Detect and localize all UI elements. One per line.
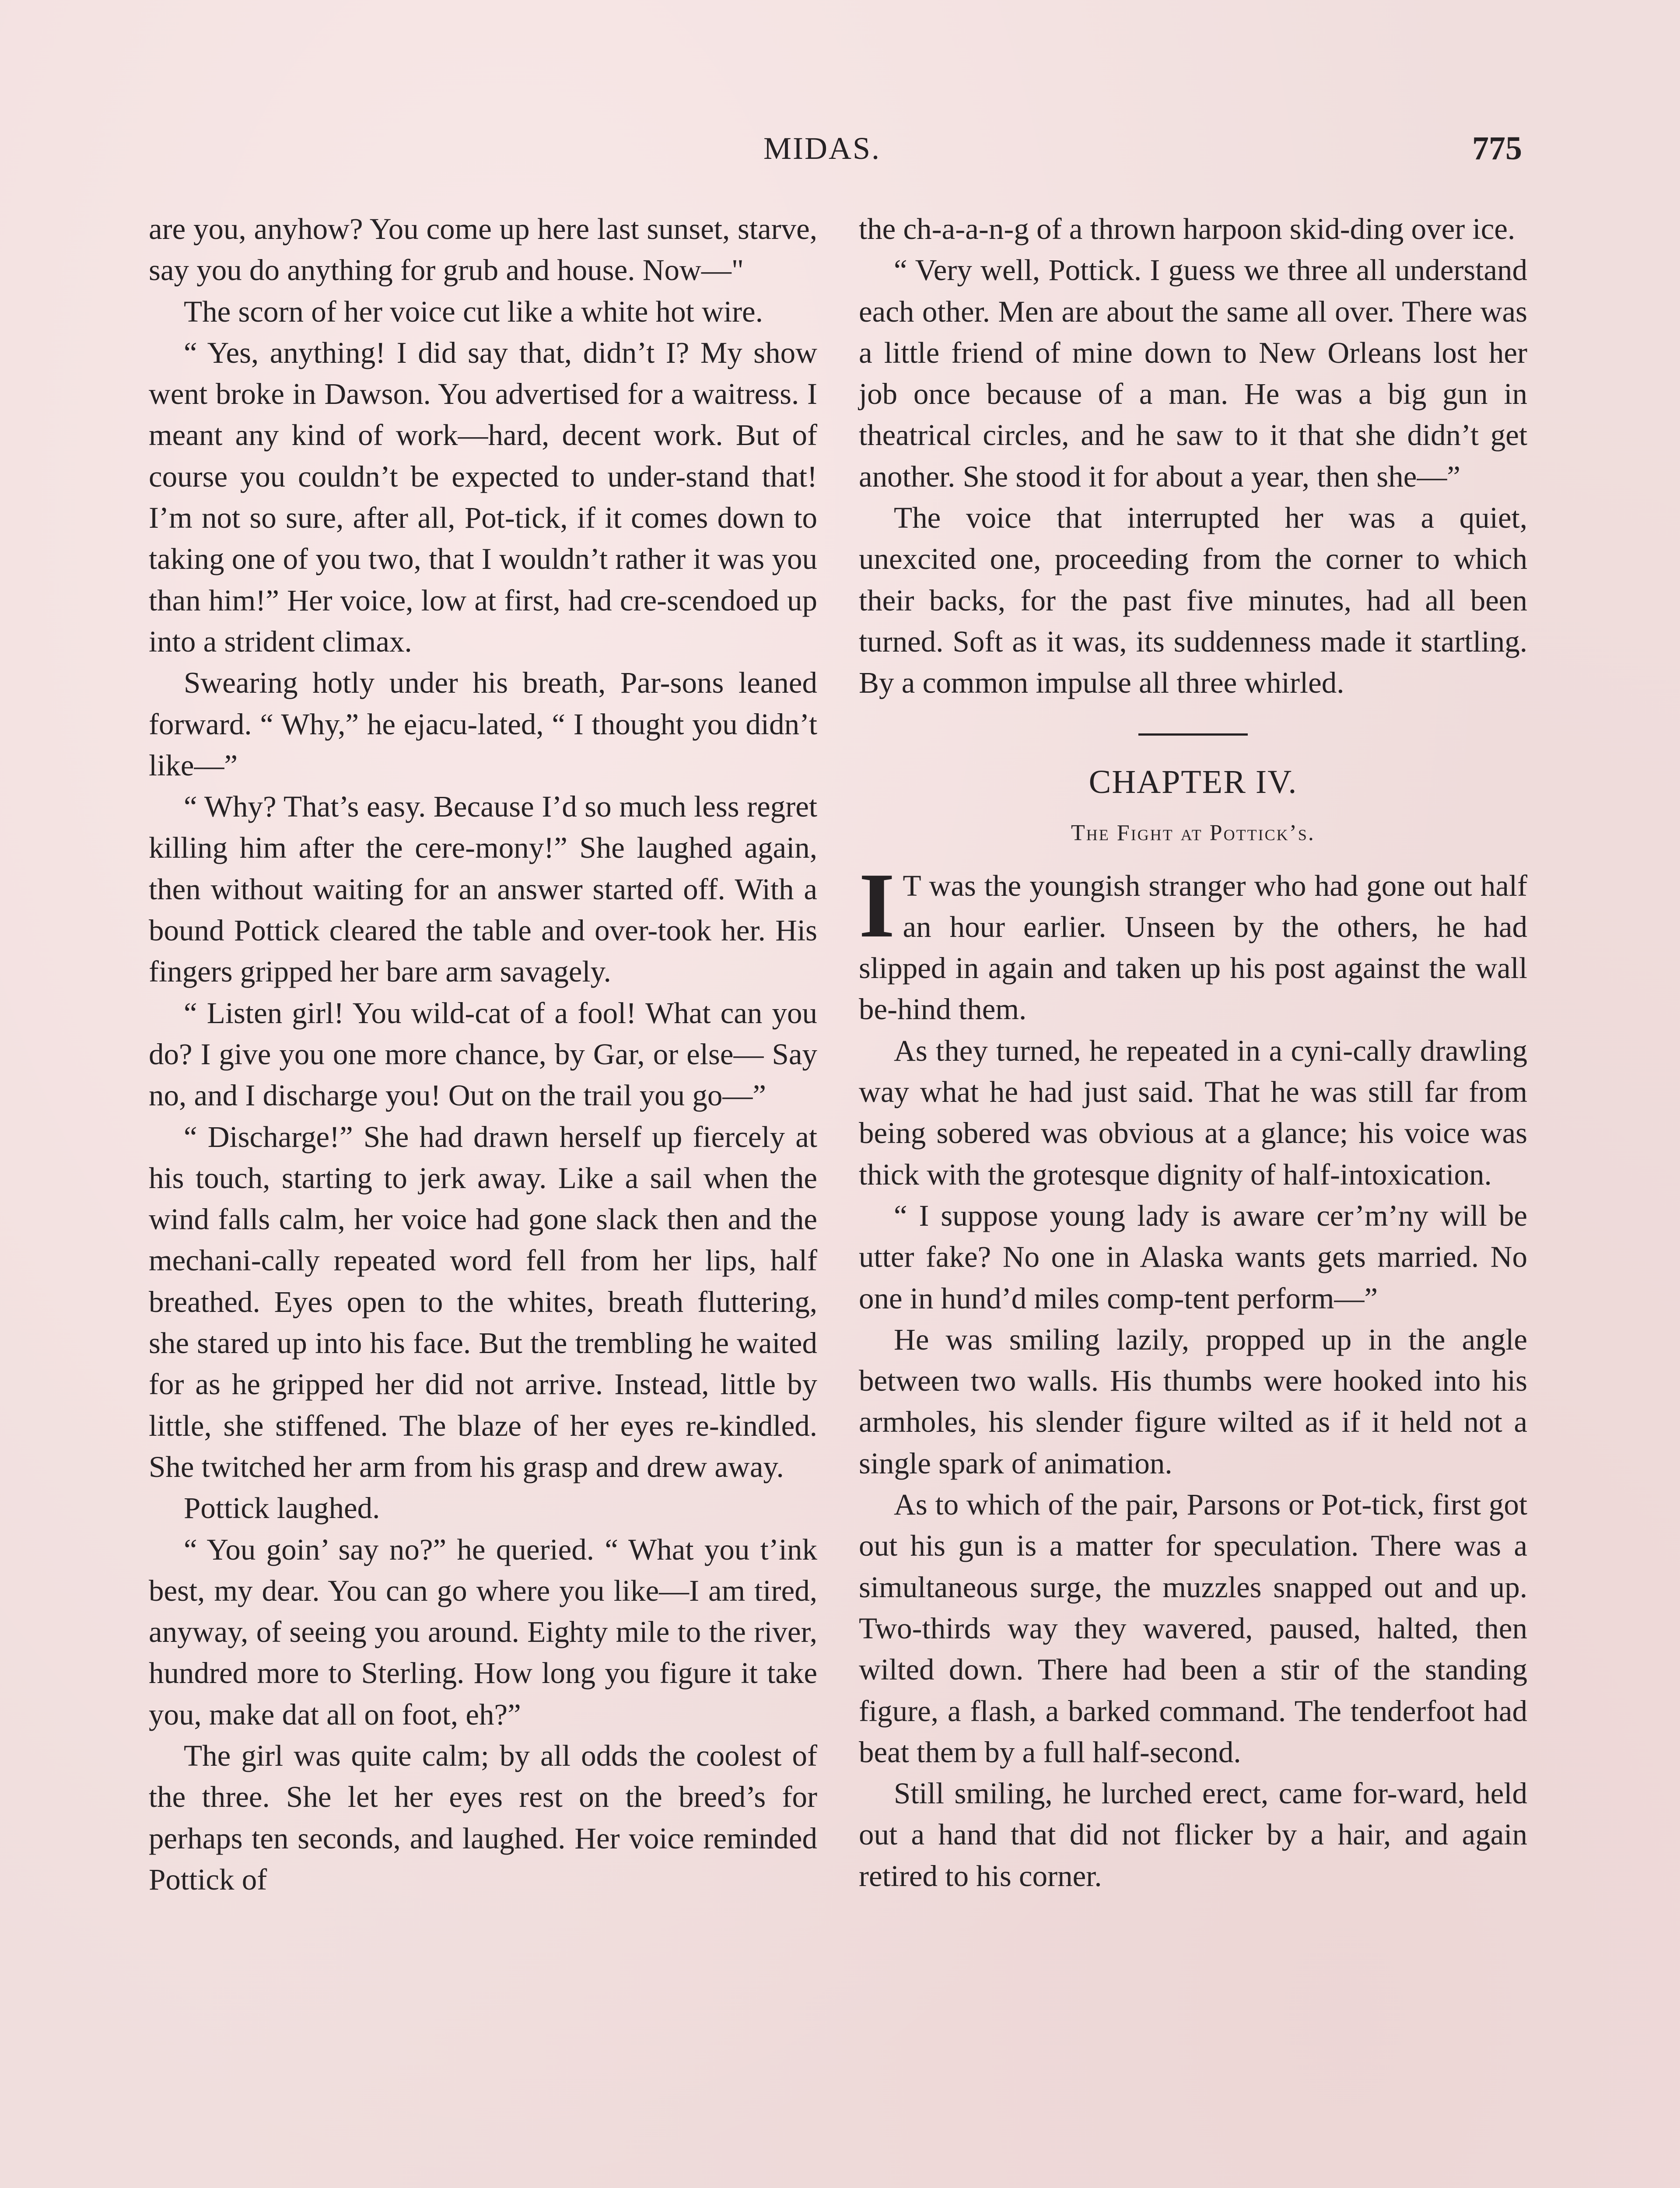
paragraph: The voice that interrupted her was a quiet, unexcited one, proceeding from the corner to which their backs, for the past five minutes, had all been turned. Soft as it was, its suddenness made it startling. By a common impulse all three whirled. [859, 501, 1527, 700]
drop-cap: I [859, 853, 895, 957]
right-column [859, 208, 1527, 1897]
running-head: MIDAS. [763, 131, 881, 166]
left-column [149, 208, 817, 1900]
paragraph: As to which of the pair, Parsons or Pot-tick, first got out his gun is a matter for speculation. There was a simultaneous surge, the muzzles snapped out and up. Two-thirds way they wavered, paused, halted, then wilted down. There had been a stir of the standing figure, a flash, a barked command. The tenderfoot had beat them by a full half-second. [859, 1488, 1527, 1769]
chapter-opening-paragraph [859, 853, 1527, 1030]
opening-text: T was the youngish stranger who had gone out half an hour earlier. Unseen by the others, he had slipped in again and taken up his post against the wall be-hind them. [859, 869, 1527, 1026]
paragraph: Swearing hotly under his breath, Par-sons leaned forward. “ Why,” he ejacu-lated, “ I thought you didn’t like—” [149, 666, 817, 782]
paragraph: Pottick laughed. [184, 1491, 380, 1525]
paragraph: the ch-a-a-n-g of a thrown harpoon skid-ding over ice. [859, 212, 1516, 245]
paragraph: “ You goin’ say no?” he queried. “ What you t’ink best, my dear. You can go where you like—I am tired, anyway, of seeing you around. Eighty mile to the river, hundred more to Sterling. How long you figure it take you, make dat all on foot, eh?” [149, 1532, 817, 1731]
paragraph: “ Yes, anything! I did say that, didn’t I? My show went broke in Dawson. You advertised for a waitress. I meant any kind of work—hard, decent work. But of course you couldn’t be expected to under-stand that! I’m not so sure, after all, Pot-tick, if it comes down to taking one of you two, that I wouldn’t rather it was you than him!” Her voice, low at first, had cre-scendoed up into a strident climax. [149, 336, 817, 658]
paragraph: He was smiling lazily, propped up in the angle between two walls. His thumbs were hooked into his armholes, his slender figure wilted as if it held not a single spark of animation. [859, 1322, 1527, 1480]
paragraph: “ I suppose young lady is aware cer’m’ny will be utter fake? No one in Alaska wants gets married. No one in hund’d miles comp-tent perform—” [859, 1199, 1527, 1315]
section-divider [1138, 733, 1248, 736]
paragraph: As they turned, he repeated in a cyni-cally drawling way what he had just said. That he was still far from being sobered was obvious at a glance; his voice was thick with the grotesque dignity of half-intoxication. [859, 1034, 1527, 1191]
paragraph: are you, anyhow? You come up here last sunset, starve, say you do anything for grub and house. Now—" [149, 212, 817, 287]
paragraph: “ Why? That’s easy. Because I’d so much less regret killing him after the cere-mony!” She laughed again, then without waiting for an answer started off. With a bound Pottick cleared the table and over-took her. His fingers gripped her bare arm savagely. [149, 790, 817, 989]
chapter-subtitle: The Fight at Pottick’s. [1071, 820, 1315, 845]
page-number: 775 [1472, 130, 1522, 167]
paragraph: “ Very well, Pottick. I guess we three all understand each other. Men are about the same all over. There was a little friend of mine down to New Orleans lost her job once because of a man. He was a big gun in theatrical circles, and he saw to it that she didn’t get another. She stood it for about a year, then she—” [859, 253, 1527, 493]
chapter-title: CHAPTER IV. [1088, 763, 1298, 800]
paragraph: “ Discharge!” She had drawn herself up fiercely at his touch, starting to jerk away. Like a sail when the wind falls calm, her voice had gone slack then and the mechani-cally repeated word fell from her lips, half breathed. Eyes open to the whites, breath fluttering, she stared up into his face. But the trembling he waited for as he gripped her did not arrive. Instead, little by little, she stiffened. The blaze of her eyes re-kindled. She twitched her arm from his grasp and drew away. [149, 1120, 817, 1483]
paragraph: “ Listen girl! You wild-cat of a fool! What can you do? I give you one more chance, by Gar, or else— Say no, and I discharge you! Out on the trail you go—” [149, 996, 817, 1112]
paragraph: Still smiling, he lurched erect, came for-ward, held out a hand that did not flicker by a hair, and again retired to his corner. [859, 1777, 1527, 1893]
paragraph: The scorn of her voice cut like a white hot wire. [184, 295, 763, 328]
paragraph: The girl was quite calm; by all odds the coolest of the three. She let her eyes rest on the breed’s for perhaps ten seconds, and laughed. Her voice reminded Pottick of [149, 1739, 817, 1896]
